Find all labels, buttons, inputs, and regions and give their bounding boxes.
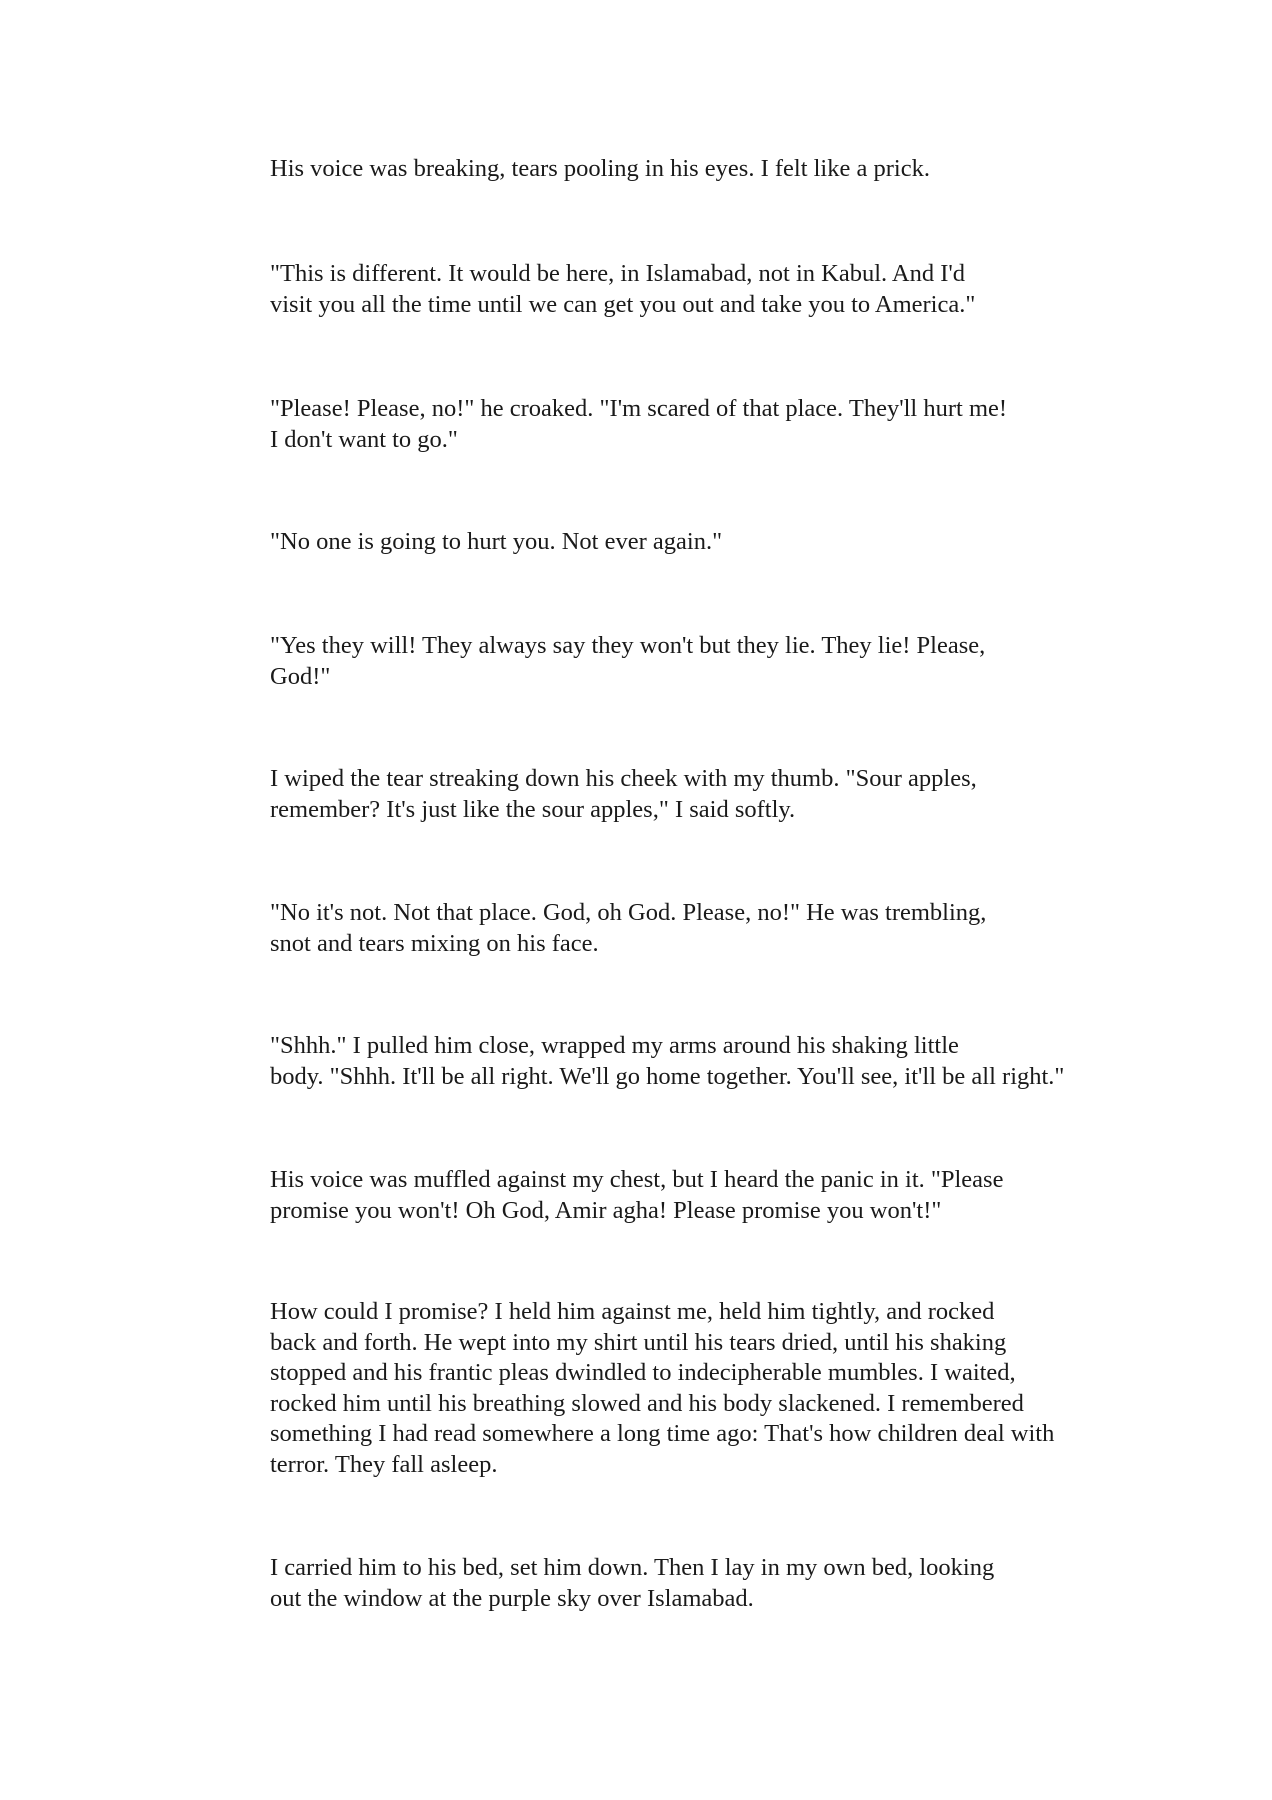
text-line: I don't want to go." [270, 425, 458, 453]
paragraph-11 [192, 1553, 1092, 1614]
paragraph-7 [192, 898, 1092, 959]
paragraph-8 [192, 1031, 1092, 1092]
text-line: His voice was breaking, tears pooling in his eyes. I felt like a prick. [270, 155, 930, 182]
text-line: "This is different. It would be here, in Islamabad, not in Kabul. And I'd [270, 260, 966, 287]
paragraph-3 [192, 394, 1092, 455]
text-line: something I had read somewhere a long time ago: That's how children deal with [270, 1420, 1055, 1447]
text-line: remember? It's just like the sour apples," I said softly. [270, 795, 796, 823]
text-line: "No it's not. Not that place. God, oh God. Please, no!" He was trembling, [270, 899, 987, 926]
text-line: "No one is going to hurt you. Not ever again." [270, 528, 723, 555]
text-line: stopped and his frantic pleas dwindled to indecipherable mumbles. I waited, [270, 1359, 1016, 1386]
text-line: I carried him to his bed, set him down. Then I lay in my own bed, looking [270, 1554, 995, 1581]
text-line: rocked him until his breathing slowed and his body slackened. I remembered [270, 1389, 1024, 1417]
text-line: I wiped the tear streaking down his cheek with my thumb. "Sour apples, [270, 765, 977, 792]
paragraph-5 [192, 631, 1092, 692]
text-line: terror. They fall asleep. [270, 1450, 498, 1478]
paragraph-1 [192, 154, 1092, 185]
text-line: promise you won't! Oh God, Amir agha! Please promise you won't!" [270, 1196, 942, 1224]
text-line: "Please! Please, no!" he croaked. "I'm scared of that place. They'll hurt me! [270, 395, 1008, 422]
text-line: His voice was muffled against my chest, but I heard the panic in it. "Please [270, 1166, 1004, 1193]
text-line: out the window at the purple sky over Islamabad. [270, 1584, 754, 1612]
text-line: back and forth. He wept into my shirt until his tears dried, until his shaking [270, 1328, 1007, 1356]
text-line: "Shhh." I pulled him close, wrapped my arms around his shaking little [270, 1032, 959, 1059]
text-line: God!" [270, 662, 331, 690]
paragraph-10 [192, 1297, 1092, 1480]
text-line: body. "Shhh. It'll be all right. We'll go home together. You'll see, it'll be all right." [270, 1062, 1065, 1090]
paragraph-2 [192, 259, 1092, 320]
paragraph-4 [192, 527, 1092, 558]
paragraph-9 [192, 1165, 1092, 1226]
paragraph-6 [192, 764, 1092, 825]
text-line: How could I promise? I held him against me, held him tightly, and rocked [270, 1298, 995, 1325]
text-line: snot and tears mixing on his face. [270, 929, 599, 957]
text-line: visit you all the time until we can get you out and take you to America." [270, 290, 976, 318]
text-line: "Yes they will! They always say they won't but they lie. They lie! Please, [270, 632, 986, 659]
